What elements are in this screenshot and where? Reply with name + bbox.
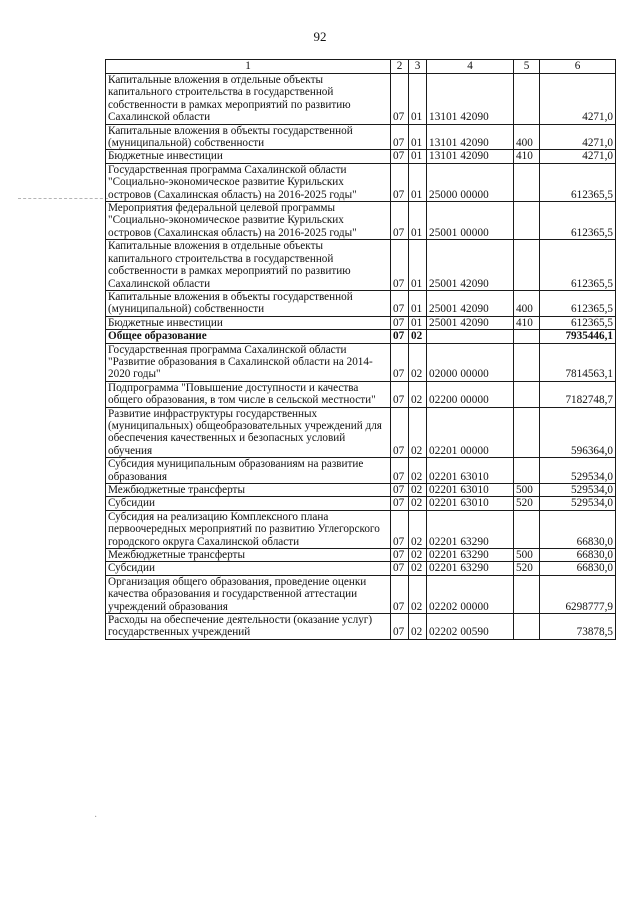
expense-type-code xyxy=(514,407,540,458)
target-article-code: 02202 00590 xyxy=(427,614,514,640)
amount-value: 529534,0 xyxy=(540,458,616,484)
subsection-code: 02 xyxy=(409,614,427,640)
amount-value: 596364,0 xyxy=(540,407,616,458)
expense-type-code xyxy=(514,330,540,343)
subsection-code: 01 xyxy=(409,163,427,201)
section-code: 07 xyxy=(391,510,409,548)
target-article-code: 02201 63010 xyxy=(427,497,514,510)
row-name: Развитие инфраструктуры государственных (муниципальных) общеобразовательных учреждений для обеспечения качественных и безопасных условий обучения xyxy=(106,407,391,458)
subsection-code: 01 xyxy=(409,316,427,329)
column-header: 4 xyxy=(427,60,514,74)
subsection-code: 02 xyxy=(409,549,427,562)
target-article-code: 13101 42090 xyxy=(427,150,514,163)
expense-type-code xyxy=(514,575,540,613)
column-header: 6 xyxy=(540,60,616,74)
column-header: 1 xyxy=(106,60,391,74)
row-name: Мероприятия федеральной целевой программы "Социально-экономическое развитие Курильских островов (Сахалинская область) на 2016-2025 годы" xyxy=(106,202,391,240)
section-code: 07 xyxy=(391,381,409,407)
section-code: 07 xyxy=(391,562,409,575)
table-row xyxy=(106,202,616,240)
target-article-code: 02200 00000 xyxy=(427,381,514,407)
table-row xyxy=(106,330,616,343)
target-article-code: 02202 00000 xyxy=(427,575,514,613)
subsection-code: 02 xyxy=(409,575,427,613)
target-article-code: 25001 42090 xyxy=(427,240,514,291)
expense-type-code xyxy=(514,458,540,484)
amount-value: 612365,5 xyxy=(540,202,616,240)
table-row xyxy=(106,510,616,548)
target-article-code: 02201 63010 xyxy=(427,458,514,484)
section-code: 07 xyxy=(391,240,409,291)
table-row xyxy=(106,163,616,201)
table-row xyxy=(106,290,616,316)
subsection-code: 02 xyxy=(409,484,427,497)
target-article-code: 02000 00000 xyxy=(427,343,514,381)
section-code: 07 xyxy=(391,124,409,150)
target-article-code: 25001 42090 xyxy=(427,290,514,316)
subsection-code: 01 xyxy=(409,240,427,291)
table-row xyxy=(106,484,616,497)
amount-value: 529534,0 xyxy=(540,497,616,510)
section-code: 07 xyxy=(391,484,409,497)
row-name: Межбюджетные трансферты xyxy=(106,484,391,497)
subsection-code: 01 xyxy=(409,290,427,316)
amount-value: 6298777,9 xyxy=(540,575,616,613)
expense-type-code: 500 xyxy=(514,484,540,497)
row-name: Капитальные вложения в объекты государственной (муниципальной) собственности xyxy=(106,290,391,316)
section-code: 07 xyxy=(391,497,409,510)
expense-type-code: 400 xyxy=(514,290,540,316)
amount-value: 612365,5 xyxy=(540,316,616,329)
scan-artifact-line xyxy=(18,198,108,199)
table-row xyxy=(106,458,616,484)
subsection-code: 01 xyxy=(409,202,427,240)
budget-table xyxy=(105,59,616,640)
amount-value: 4271,0 xyxy=(540,124,616,150)
amount-value: 7814563,1 xyxy=(540,343,616,381)
subsection-code: 01 xyxy=(409,150,427,163)
section-code: 07 xyxy=(391,74,409,125)
row-name: Государственная программа Сахалинской области "Социально-экономическое развитие Курильских островов (Сахалинская область) на 2016-2025 годы" xyxy=(106,163,391,201)
subsection-code: 02 xyxy=(409,562,427,575)
section-code: 07 xyxy=(391,407,409,458)
amount-value: 73878,5 xyxy=(540,614,616,640)
subsection-code: 02 xyxy=(409,381,427,407)
table-row xyxy=(106,124,616,150)
expense-type-code xyxy=(514,240,540,291)
subsection-code: 02 xyxy=(409,407,427,458)
subsection-code: 02 xyxy=(409,510,427,548)
row-name: Межбюджетные трансферты xyxy=(106,549,391,562)
target-article-code: 02201 63290 xyxy=(427,510,514,548)
section-code: 07 xyxy=(391,343,409,381)
table-row xyxy=(106,343,616,381)
table-row xyxy=(106,575,616,613)
section-code: 07 xyxy=(391,549,409,562)
amount-value: 66830,0 xyxy=(540,562,616,575)
row-name: Общее образование xyxy=(106,330,391,343)
subsection-code: 01 xyxy=(409,124,427,150)
section-code: 07 xyxy=(391,614,409,640)
table-row xyxy=(106,316,616,329)
row-name: Расходы на обеспечение деятельности (оказание услуг) государственных учреждений xyxy=(106,614,391,640)
column-header: 2 xyxy=(391,60,409,74)
table-row xyxy=(106,74,616,125)
target-article-code: 25000 00000 xyxy=(427,163,514,201)
section-code: 07 xyxy=(391,163,409,201)
table-row xyxy=(106,497,616,510)
expense-type-code xyxy=(514,381,540,407)
expense-type-code xyxy=(514,343,540,381)
row-name: Субсидии xyxy=(106,497,391,510)
row-name: Государственная программа Сахалинской области "Развитие образования в Сахалинской области на 2014-2020 годы" xyxy=(106,343,391,381)
expense-type-code: 520 xyxy=(514,562,540,575)
section-code: 07 xyxy=(391,290,409,316)
subsection-code: 02 xyxy=(409,330,427,343)
expense-type-code xyxy=(514,614,540,640)
amount-value: 612365,5 xyxy=(540,240,616,291)
column-header: 3 xyxy=(409,60,427,74)
expense-type-code xyxy=(514,163,540,201)
expense-type-code: 520 xyxy=(514,497,540,510)
subsection-code: 02 xyxy=(409,497,427,510)
amount-value: 529534,0 xyxy=(540,484,616,497)
row-name: Организация общего образования, проведение оценки качества образования и государственной аттестации учреждений образования xyxy=(106,575,391,613)
section-code: 07 xyxy=(391,202,409,240)
row-name: Субсидии xyxy=(106,562,391,575)
amount-value: 66830,0 xyxy=(540,510,616,548)
row-name: Субсидия муниципальным образованиям на развитие образования xyxy=(106,458,391,484)
subsection-code: 01 xyxy=(409,74,427,125)
expense-type-code xyxy=(514,202,540,240)
subsection-code: 02 xyxy=(409,343,427,381)
row-name: Капитальные вложения в объекты государственной (муниципальной) собственности xyxy=(106,124,391,150)
row-name: Бюджетные инвестиции xyxy=(106,316,391,329)
section-code: 07 xyxy=(391,330,409,343)
target-article-code: 25001 42090 xyxy=(427,316,514,329)
target-article-code: 13101 42090 xyxy=(427,124,514,150)
expense-type-code xyxy=(514,74,540,125)
table-row xyxy=(106,240,616,291)
target-article-code: 02201 63010 xyxy=(427,484,514,497)
column-header: 5 xyxy=(514,60,540,74)
row-name: Бюджетные инвестиции xyxy=(106,150,391,163)
header-row xyxy=(106,60,616,74)
table-row xyxy=(106,381,616,407)
scan-artifact-dot: · xyxy=(94,812,98,823)
amount-value: 7935446,1 xyxy=(540,330,616,343)
amount-value: 66830,0 xyxy=(540,549,616,562)
table-row xyxy=(106,407,616,458)
row-name: Субсидия на реализацию Комплексного плана первоочередных мероприятий по развитию Углегорского городского округа Сахалинской области xyxy=(106,510,391,548)
table-row xyxy=(106,614,616,640)
target-article-code xyxy=(427,330,514,343)
table-row xyxy=(106,562,616,575)
row-name: Капитальные вложения в отдельные объекты капитального строительства в государственной собственности в рамках мероприятий по развитию Сахалинской области xyxy=(106,74,391,125)
section-code: 07 xyxy=(391,575,409,613)
section-code: 07 xyxy=(391,150,409,163)
target-article-code: 02201 00000 xyxy=(427,407,514,458)
amount-value: 4271,0 xyxy=(540,150,616,163)
target-article-code: 25001 00000 xyxy=(427,202,514,240)
section-code: 07 xyxy=(391,458,409,484)
amount-value: 4271,0 xyxy=(540,74,616,125)
subsection-code: 02 xyxy=(409,458,427,484)
expense-type-code: 410 xyxy=(514,316,540,329)
amount-value: 7182748,7 xyxy=(540,381,616,407)
section-code: 07 xyxy=(391,316,409,329)
expense-type-code: 410 xyxy=(514,150,540,163)
page-number: 92 xyxy=(313,29,327,44)
expense-type-code: 400 xyxy=(514,124,540,150)
amount-value: 612365,5 xyxy=(540,290,616,316)
amount-value: 612365,5 xyxy=(540,163,616,201)
table-row xyxy=(106,549,616,562)
target-article-code: 02201 63290 xyxy=(427,549,514,562)
row-name: Капитальные вложения в отдельные объекты капитального строительства в государственной собственности в рамках мероприятий по развитию Сахалинской области xyxy=(106,240,391,291)
target-article-code: 13101 42090 xyxy=(427,74,514,125)
expense-type-code xyxy=(514,510,540,548)
expense-type-code: 500 xyxy=(514,549,540,562)
target-article-code: 02201 63290 xyxy=(427,562,514,575)
row-name: Подпрограмма "Повышение доступности и качества общего образования, в том числе в сельской местности" xyxy=(106,381,391,407)
table-row xyxy=(106,150,616,163)
